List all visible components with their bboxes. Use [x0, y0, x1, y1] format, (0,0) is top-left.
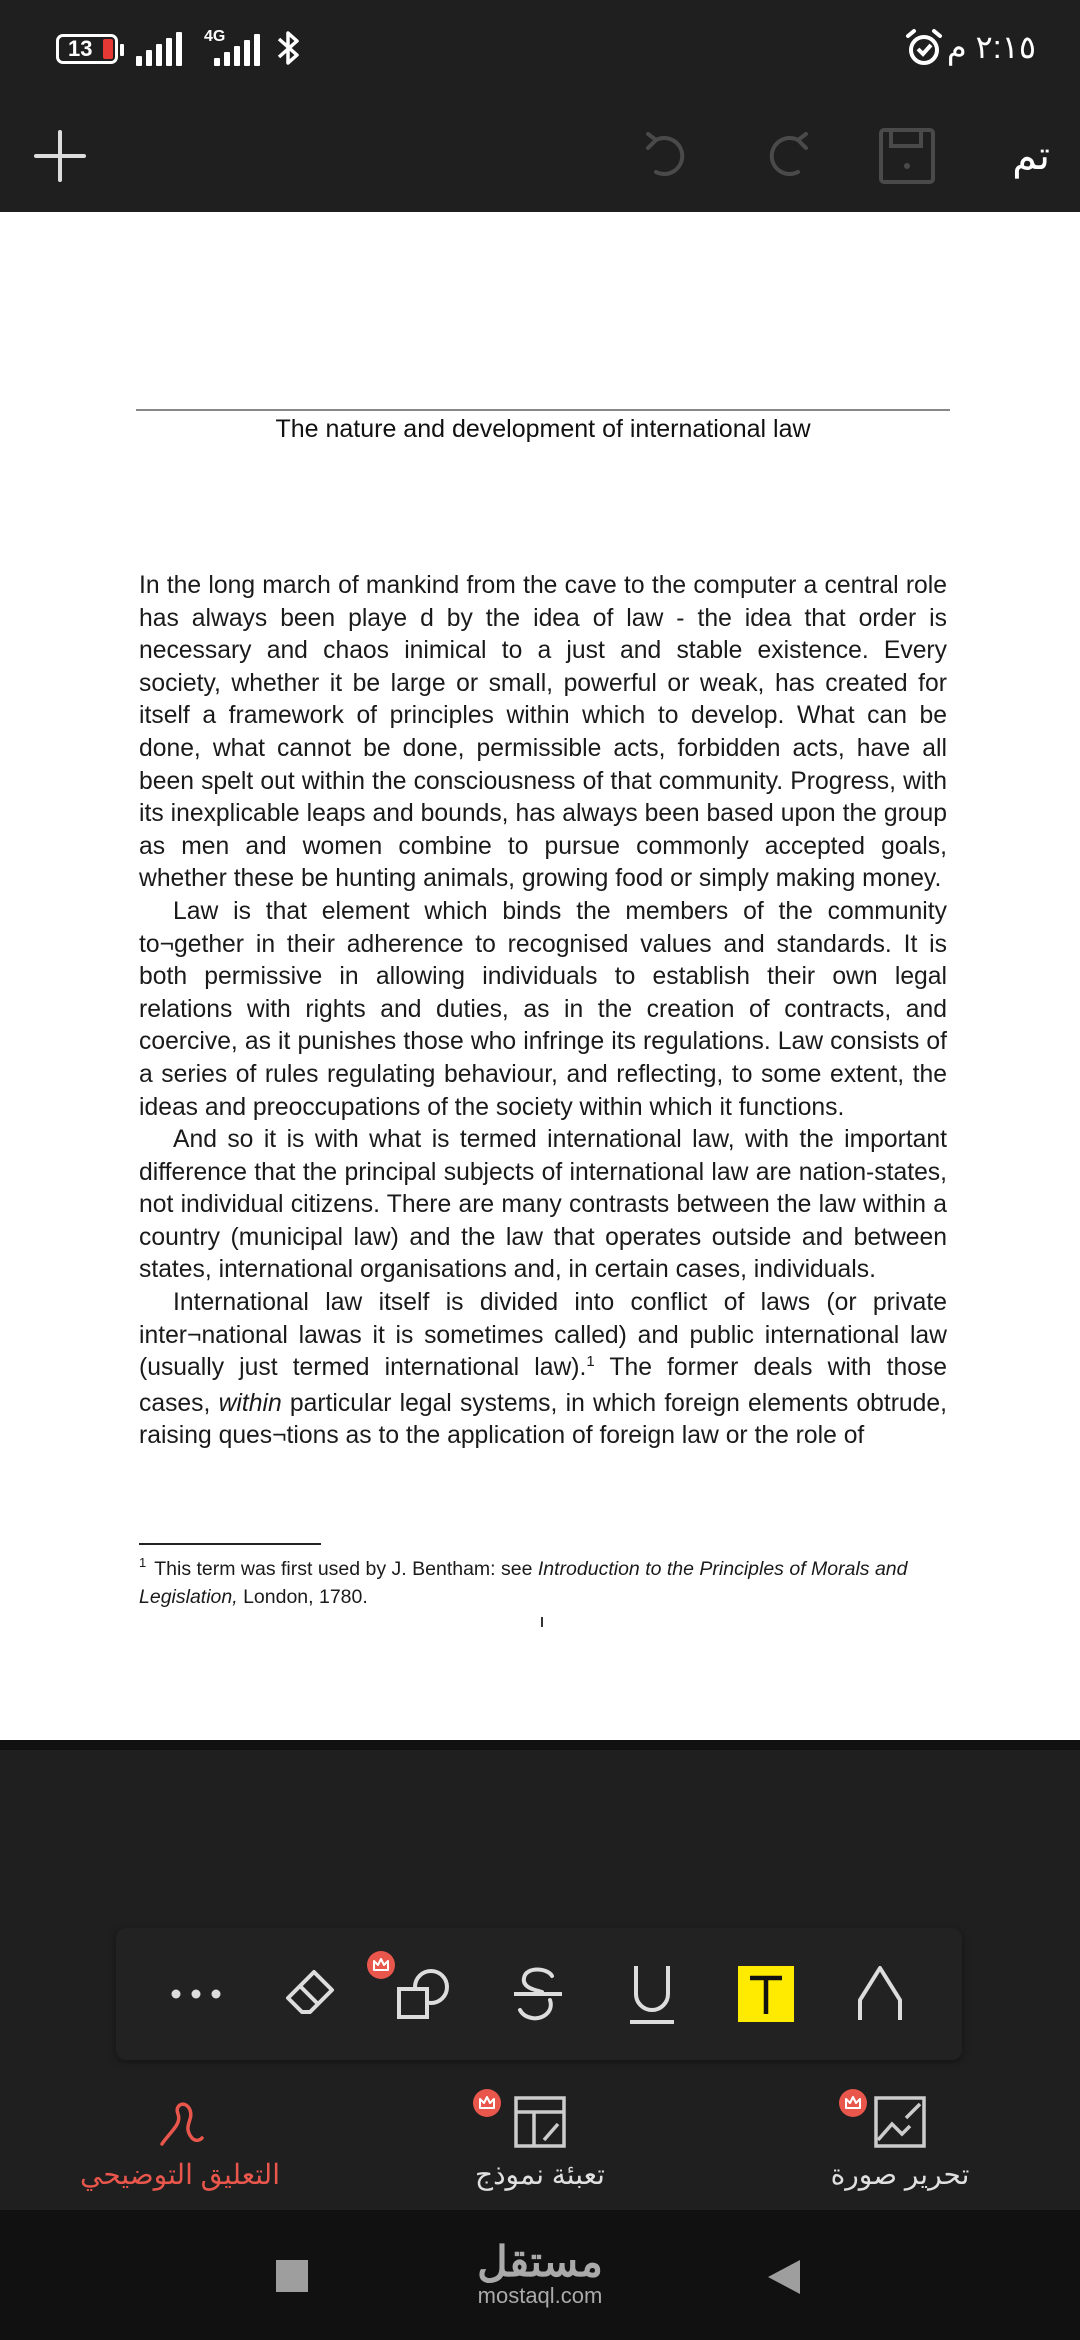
text-run: The former deals with those cases,: [139, 1354, 948, 1417]
function-bar: [0, 2078, 1080, 2210]
premium-crown-icon: [366, 1950, 396, 1980]
paragraph: In the long march of mankind from the cave to the computer a central role has always been playe d by the idea of law - the idea that order is necessary and chaos inimical to a just and stable existence. Every society, whether it be large or small, powerful or weak, has created for itself a framework of principles within which to develop. What can be done, what cannot be done, permissible acts, forbidden acts, have all been spelt out within the consciousness of that community. Progress, with its inexplicable leaps and bounds, has always been based upon the group as men and women combine to pursue commonly accepted goals, whether these be hunting animals, growing food or simply making money.: [139, 572, 947, 893]
emphasis: within: [218, 1389, 282, 1417]
strikethrough-icon: [510, 1962, 566, 2026]
status-bar: [0, 0, 1080, 100]
footnote-reference[interactable]: 1: [586, 1353, 595, 1371]
watermark-latin: mostaql.com: [477, 2283, 603, 2308]
signal-icon: [136, 30, 186, 66]
navigation-bar: [0, 2210, 1080, 2340]
footnote-text: This term was first used by J. Bentham: see: [154, 1558, 538, 1580]
edit-image-icon: [872, 2094, 928, 2150]
text-highlight-button[interactable]: [730, 1958, 802, 2030]
text-run: International law itself is divided into conflict of laws (or private inter¬national lawas it is sometimes called) and public international law (usually just termed international law).: [139, 1289, 947, 1382]
text-highlight-icon: [738, 1966, 794, 2022]
redo-button[interactable]: [754, 118, 818, 194]
paragraph: [139, 1287, 947, 1453]
footnote-title: Introduction to the Principles of Morals and Legislation,: [139, 1558, 908, 1608]
underline-button[interactable]: [616, 1958, 688, 2030]
undo-icon: [640, 128, 696, 184]
paragraph: Law is that element which binds the members of the community to¬gether in their adherence to recognised values and standards. It is both permissive in allowing individuals to establish their own legal relations with rights and duties, as in the creation of contracts, and coercive, as it punishes those who infringe its regulations. Law consists of a series of rules regulating behaviour, and reflecting, to some extent, the ideas and preoccupations of the society within which it functions.: [139, 897, 947, 1121]
redo-icon: [758, 128, 814, 184]
annotation-toolbar: [116, 1928, 962, 2060]
more-icon: [166, 1984, 226, 2004]
bluetooth-icon: [276, 28, 302, 68]
signal-4g-icon: [200, 30, 264, 66]
battery-level: 13: [68, 36, 93, 61]
save-icon: [877, 126, 937, 186]
premium-crown-icon: [472, 2088, 502, 2118]
page-marker: [541, 1617, 543, 1627]
editor-toolbar: [0, 100, 1080, 212]
page-separator: [0, 1740, 1080, 1750]
done-button[interactable]: تم: [1012, 134, 1050, 178]
annotation-icon: [152, 2094, 208, 2150]
alarm-icon: [904, 28, 944, 68]
running-title: The nature and development of international law: [275, 415, 811, 443]
more-button[interactable]: [160, 1958, 232, 2030]
body-text: [139, 570, 947, 1453]
back-icon[interactable]: [766, 2258, 802, 2296]
edit-image-tab[interactable]: [780, 2078, 1020, 2210]
footnote-number: 1: [139, 1555, 147, 1570]
pen-button[interactable]: [844, 1958, 916, 2030]
edit-image-label: تحرير صورة: [830, 2159, 970, 2190]
underline-icon: [624, 1962, 680, 2026]
strikethrough-button[interactable]: [502, 1958, 574, 2030]
clock: ٢:١٥ م: [946, 29, 1036, 65]
footnote-text: London, 1780.: [237, 1586, 368, 1608]
watermark-arabic: مستقل: [477, 2238, 603, 2285]
shapes-icon: [393, 1963, 455, 2025]
undo-button[interactable]: [636, 118, 700, 194]
watermark: [470, 2240, 610, 2308]
premium-crown-icon: [838, 2088, 868, 2118]
footnote-rule: [139, 1543, 321, 1545]
network-type: 4G: [204, 28, 226, 45]
text-run: particular legal systems, in which foreign elements obtrude, raising ques¬tions as to the application of foreign law or the role of: [139, 1389, 947, 1450]
battery-indicator: [56, 34, 118, 64]
shapes-button[interactable]: [388, 1958, 460, 2030]
plus-icon: [32, 128, 88, 184]
add-button[interactable]: [28, 118, 92, 194]
eraser-icon: [280, 1964, 340, 2024]
eraser-button[interactable]: [274, 1958, 346, 2030]
annotation-label: التعليق التوضيحي: [80, 2159, 280, 2190]
fill-form-label: تعبئة نموذج: [475, 2159, 605, 2190]
document-page[interactable]: [0, 212, 1080, 1740]
annotation-tab[interactable]: [60, 2078, 300, 2210]
paragraph: And so it is with what is termed international law, with the important difference that the principal subjects of international law are nation-states, not individual citizens. There are many contrasts between the law within a country (municipal law) and the law that operates outside and between states, international organisations and, in certain cases, individuals.: [139, 1126, 947, 1284]
pen-icon: [852, 1962, 908, 2026]
save-button[interactable]: [874, 118, 940, 194]
recents-button[interactable]: [276, 2260, 308, 2292]
header-rule: [136, 409, 950, 411]
fill-form-tab[interactable]: [420, 2078, 660, 2210]
footnote: [139, 1556, 947, 1610]
fill-form-icon: [512, 2094, 568, 2150]
